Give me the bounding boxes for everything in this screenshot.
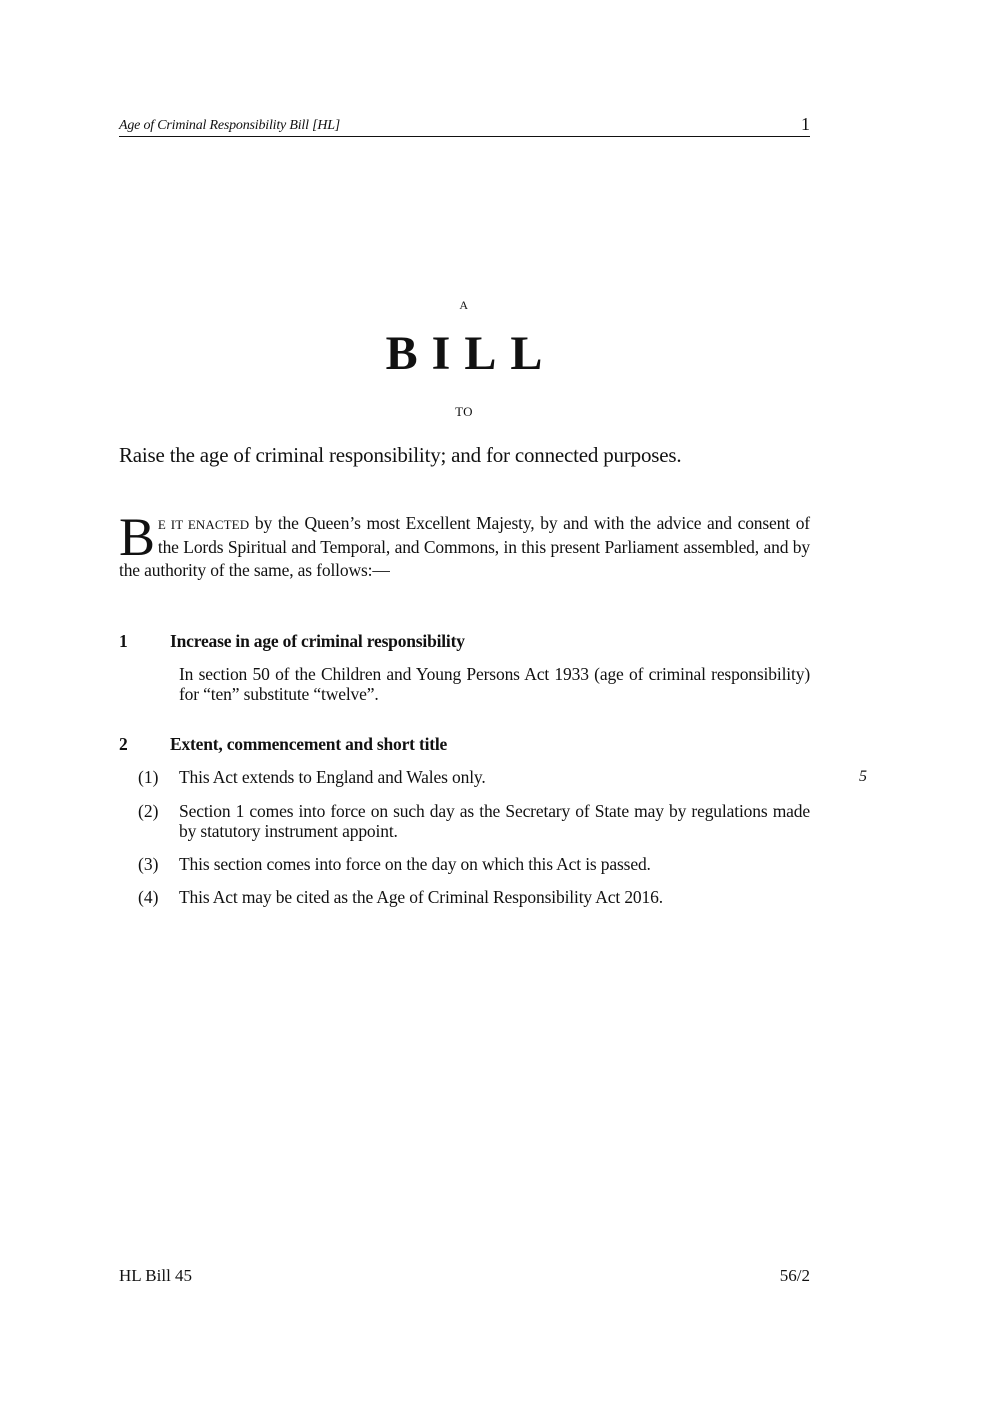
subsection-3-number: (3) bbox=[138, 854, 159, 874]
subsection-3-text: This section comes into force on the day on which this Act is passed. bbox=[179, 854, 651, 874]
page-number: 1 bbox=[801, 114, 810, 134]
clause-2-number: 2 bbox=[119, 734, 128, 754]
enacting-small-caps: E IT ENACTED bbox=[157, 517, 250, 532]
clause-1-heading: Increase in age of criminal responsibility bbox=[170, 631, 465, 651]
subsection-2-text: Section 1 comes into force on such day as the Secretary of State may by regulations made by statutory instrument appoint. bbox=[179, 801, 810, 841]
subsection-2-number: (2) bbox=[138, 801, 159, 821]
running-title: Age of Criminal Responsibility Bill [HL] bbox=[119, 118, 341, 133]
subsection-1-number: (1) bbox=[138, 767, 159, 787]
subsection-4-text: This Act may be cited as the Age of Criminal Responsibility Act 2016. bbox=[179, 887, 663, 907]
enacting-formula bbox=[119, 507, 810, 582]
drop-cap: B bbox=[119, 507, 155, 567]
running-header bbox=[119, 114, 810, 137]
title-to: TO bbox=[455, 404, 473, 419]
margin-line-number: 5 bbox=[859, 768, 867, 785]
subsection-4-number: (4) bbox=[138, 887, 159, 907]
bill-title: BILL bbox=[385, 327, 557, 380]
bill-reference: HL Bill 45 bbox=[119, 1266, 193, 1285]
subsection-1-text: This Act extends to England and Wales only. bbox=[179, 767, 486, 787]
long-title: Raise the age of criminal responsibility; and for connected purposes. bbox=[119, 443, 682, 467]
title-article: A bbox=[459, 298, 469, 312]
clause-1-body: In section 50 of the Children and Young Persons Act 1933 (age of criminal responsibility) for “ten” substitute “twelve”. bbox=[179, 664, 810, 704]
enacting-text: by the Queen’s most Excellent Majesty, by and with the advice and consent of the Lords Spiritual and Temporal, and Commons, in this present Parliament assembled, and by the authority of the same, as follows:— bbox=[119, 513, 810, 580]
clause-1-number: 1 bbox=[119, 631, 128, 651]
clause-2-heading: Extent, commencement and short title bbox=[170, 734, 448, 754]
print-reference: 56/2 bbox=[779, 1266, 810, 1285]
